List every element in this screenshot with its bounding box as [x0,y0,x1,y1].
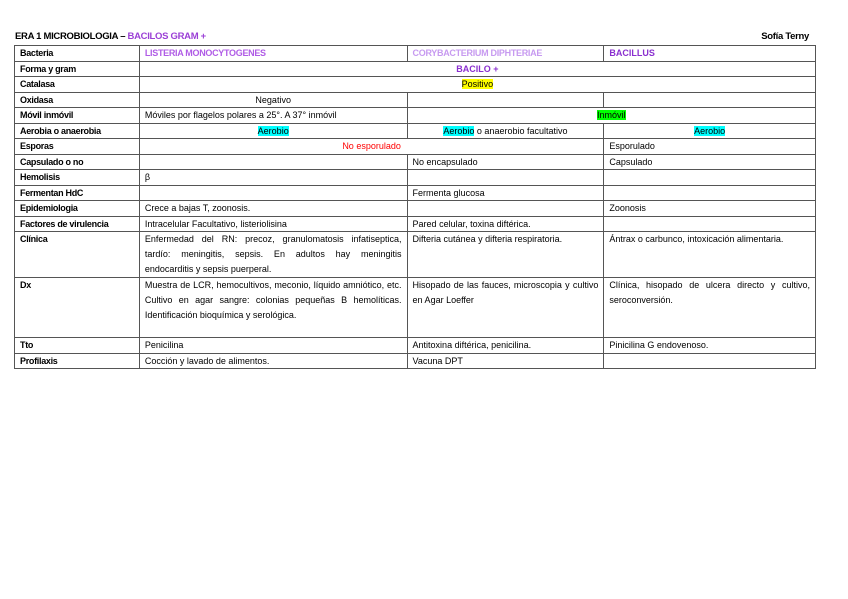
cell-bacillus: Zoonosis [604,201,816,217]
cell-corynebacterium: Difteria cutánea y difteria respiratoria. [407,232,604,278]
cell-corynebacterium: No encapsulado [407,154,604,170]
cell-corynebacterium: Vacuna DPT [407,353,604,369]
cell-bacillus [604,185,816,201]
row-label: Epidemiologia [15,201,140,217]
cell-corynebacterium: Fermenta glucosa [407,185,604,201]
header-listeria: LISTERIA MONOCYTOGENES [139,46,407,62]
row-label: Clínica [15,232,140,278]
cell-bacillus [604,216,816,232]
table-row-catalasa [15,77,816,93]
table-row-epidemiologia [15,201,816,217]
cell-listeria: β [139,170,407,186]
row-label: Factores de virulencia [15,216,140,232]
table-row-aerobia [15,123,816,139]
cell-bacillus: Capsulado [604,154,816,170]
aerobia-listeria: Aerobio [257,125,289,136]
cell-corynebacterium [407,123,604,139]
catalasa-value: Positivo [461,79,494,89]
table-row-forma [15,61,816,77]
table-row-fermentan [15,185,816,201]
cell-bacillus: Esporulado [604,139,816,155]
table-row-esporas [15,139,816,155]
cell-bacillus: Clínica, hisopado de ulcera directo y cultivo, seroconversión. [604,278,816,338]
row-label: Esporas [15,139,140,155]
row-label: Móvil inmóvil [15,108,140,124]
document-title: ERA 1 MICROBIOLOGIA – [15,31,128,42]
table-row-capsulado [15,154,816,170]
author-name: Sofía Terny [761,31,809,42]
aerobia-bacillus: Aerobio [694,125,726,136]
row-label: Dx [15,278,140,338]
document-header [15,31,815,44]
cell-listeria [139,123,407,139]
cell-listeria: Negativo [139,92,407,108]
row-label: Aerobia o anaerobia [15,123,140,139]
table-row-hemolisis [15,170,816,186]
cell-bacillus: Ántrax o carbunco, intoxicación alimentaria. [604,232,816,278]
row-label: Oxidasa [15,92,140,108]
cell-bacillus [604,353,816,369]
cell-corynebacterium [407,201,604,217]
cell-bacillus: Pinicilina G endovenoso. [604,338,816,354]
table-row-oxidasa [15,92,816,108]
cell-corynebacterium [407,92,604,108]
cell-listeria: Intracelular Facultativo, listeriolisina [139,216,407,232]
row-label: Tto [15,338,140,354]
row-label: Capsulado o no [15,154,140,170]
header-corynebacterium: CORYBACTERIUM DIPHTERIAE [407,46,604,62]
cell-corynebacterium: Antitoxina diftérica, penicilina. [407,338,604,354]
bacteria-comparison-table [14,45,816,369]
cell-listeria: Cocción y lavado de alimentos. [139,353,407,369]
cell-bacillus [604,170,816,186]
cell-corynebacterium [407,170,604,186]
table-row-tto [15,338,816,354]
cell-forma: BACILO + [139,61,815,77]
cell-bacillus [604,92,816,108]
cell-corynebacterium: Pared celular, toxina diftérica. [407,216,604,232]
movil-value: Inmóvil [597,110,626,120]
cell-corynebacterium: Hisopado de las fauces, microscopia y cultivo en Agar Loeffer [407,278,604,338]
row-label: Hemolisis [15,170,140,186]
table-row-clinica [15,232,816,278]
table-row-movil [15,108,816,124]
header-bacillus: BACILLUS [604,46,816,62]
cell-coryne-bacillus [407,108,815,124]
cell-listeria-coryne: No esporulado [139,139,604,155]
row-label: Forma y gram [15,61,140,77]
aerobia-coryne-hl: Aerobio [443,125,475,136]
row-label: Catalasa [15,77,140,93]
table-row-profilaxis [15,353,816,369]
cell-listeria: Crece a bajas T, zoonosis. [139,201,407,217]
cell-listeria: Enfermedad del RN: precoz, granulomatosis infatiseptica, tardío: meningitis, sepsis. En adultos hay meningitis endocarditis y sepsis puerperal. [139,232,407,278]
table-row-dx [15,278,816,338]
row-label: Fermentan HdC [15,185,140,201]
cell-listeria: Móviles por flagelos polares a 25°. A 37° inmóvil [139,108,407,124]
row-label: Profilaxis [15,353,140,369]
cell-listeria: Muestra de LCR, hemocultivos, meconio, líquido amniótico, etc. Cultivo en agar sangre: colonias pequeñas B hemolíticas. Identificación bioquímica y serológica. [139,278,407,338]
cell-listeria [139,154,407,170]
aerobia-coryne-rest: o anaerobio facultativo [474,125,568,136]
cell-listeria [139,185,407,201]
row-label: Bacteria [15,46,140,62]
cell-catalasa [139,77,815,93]
table-row-factores [15,216,816,232]
table-row-bacteria [15,46,816,62]
cell-listeria: Penicilina [139,338,407,354]
document-title-accent: BACILOS GRAM + [127,31,206,42]
cell-bacillus [604,123,816,139]
